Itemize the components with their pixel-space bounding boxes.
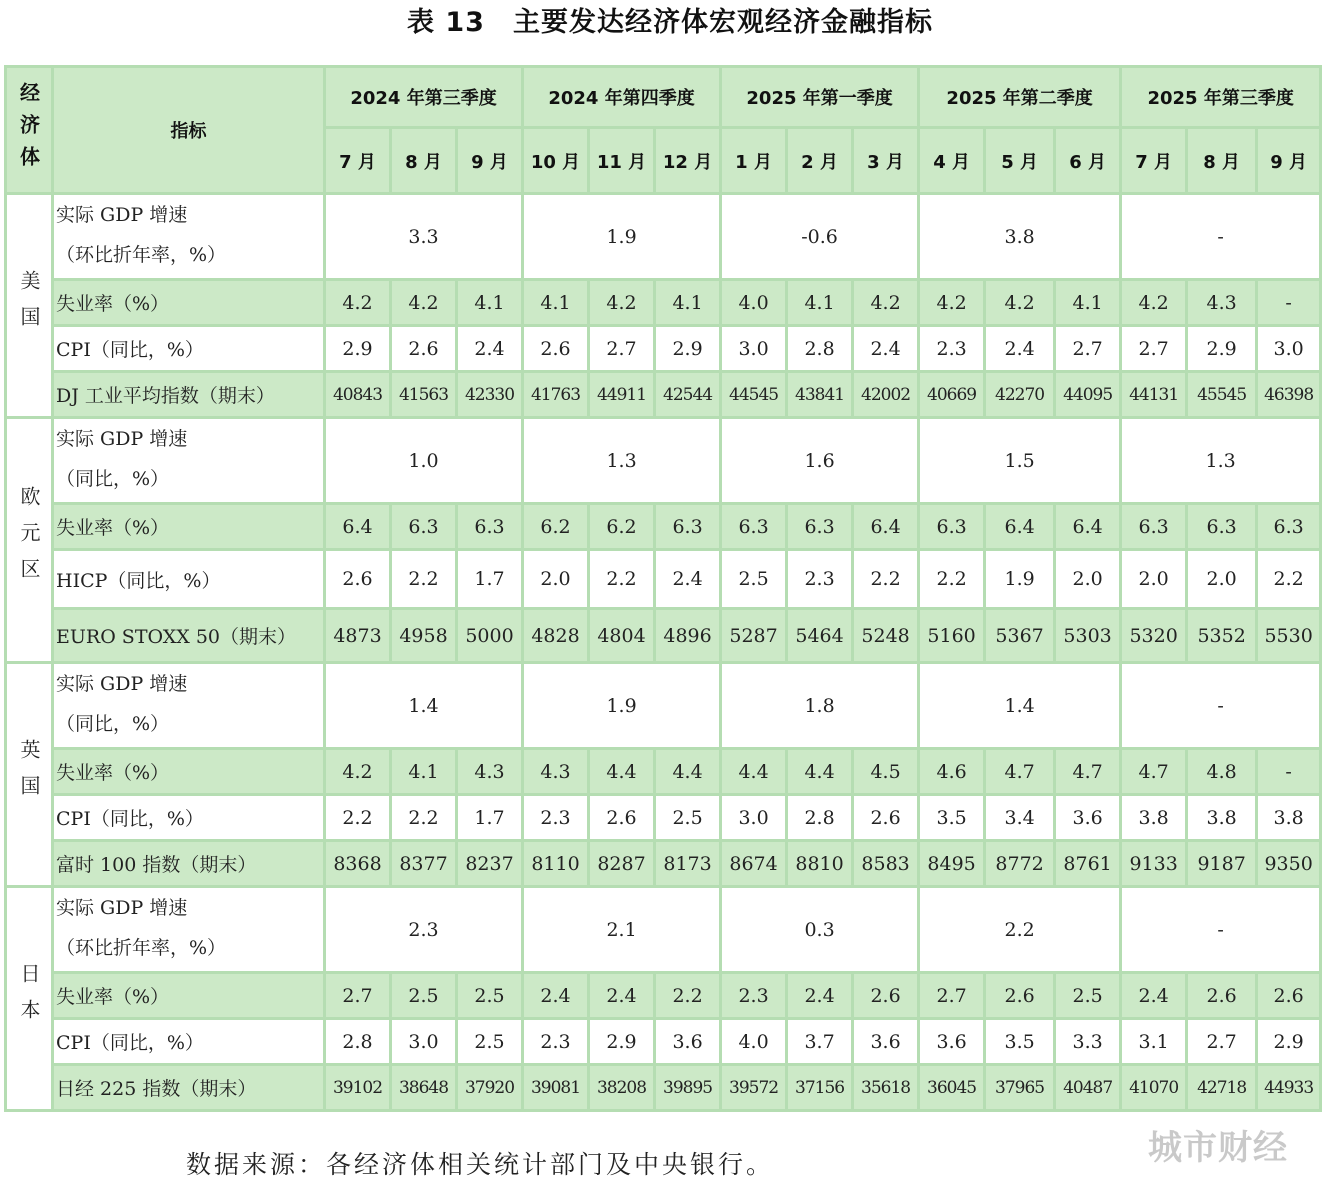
- value-cell: 2.8: [325, 1019, 391, 1065]
- indicator-label: HICP（同比，%）: [53, 550, 325, 609]
- value-cell: 3.4: [985, 795, 1055, 841]
- value-cell: 2.4: [985, 326, 1055, 372]
- gdp-value: 1.5: [919, 418, 1121, 504]
- value-cell: 8761: [1055, 841, 1121, 887]
- value-cell: 40843: [325, 372, 391, 418]
- table-row: [6, 372, 1321, 418]
- table-row: [6, 1019, 1321, 1065]
- indicator-label-line: （环比折年率，%）: [56, 244, 227, 266]
- indicator-label-line: 实际 GDP 增速: [56, 897, 188, 919]
- value-cell: 2.6: [1257, 973, 1321, 1019]
- value-cell: 4.8: [1187, 749, 1257, 795]
- value-cell: 4.2: [853, 280, 919, 326]
- value-cell: 3.6: [853, 1019, 919, 1065]
- month-header: 9 月: [1257, 128, 1321, 194]
- indicator-label-line: （同比，%）: [56, 713, 170, 735]
- value-cell: 5352: [1187, 609, 1257, 663]
- indicator-label-line: 实际 GDP 增速: [56, 428, 188, 450]
- value-cell: 2.2: [853, 550, 919, 609]
- value-cell: 3.3: [1055, 1019, 1121, 1065]
- value-cell: 2.0: [1187, 550, 1257, 609]
- value-cell: 38208: [589, 1065, 655, 1111]
- value-cell: 5367: [985, 609, 1055, 663]
- value-cell: 2.3: [523, 1019, 589, 1065]
- month-header: 4 月: [919, 128, 985, 194]
- value-cell: 44911: [589, 372, 655, 418]
- value-cell: 2.0: [523, 550, 589, 609]
- value-cell: 6.4: [1055, 504, 1121, 550]
- value-cell: 2.4: [853, 326, 919, 372]
- table-row: [6, 663, 1321, 749]
- value-cell: 35618: [853, 1065, 919, 1111]
- value-cell: 37920: [457, 1065, 523, 1111]
- table-row: [6, 841, 1321, 887]
- value-cell: 5287: [721, 609, 787, 663]
- economy-cell: [6, 194, 53, 418]
- value-cell: 9187: [1187, 841, 1257, 887]
- value-cell: 3.7: [787, 1019, 853, 1065]
- value-cell: 40669: [919, 372, 985, 418]
- value-cell: 4.1: [523, 280, 589, 326]
- value-cell: 2.9: [655, 326, 721, 372]
- value-cell: 4804: [589, 609, 655, 663]
- value-cell: 44933: [1257, 1065, 1321, 1111]
- gdp-value: 3.8: [919, 194, 1121, 280]
- value-cell: 8810: [787, 841, 853, 887]
- indicator-label: [53, 418, 325, 504]
- value-cell: 6.3: [919, 504, 985, 550]
- gdp-value: 1.8: [721, 663, 919, 749]
- quarter-header: 2024 年第四季度: [523, 67, 721, 128]
- macro-indicators-table: [4, 65, 1322, 1112]
- value-cell: 3.8: [1121, 795, 1187, 841]
- value-cell: 4.1: [457, 280, 523, 326]
- value-cell: 2.8: [787, 326, 853, 372]
- value-cell: 2.0: [1055, 550, 1121, 609]
- value-cell: 4.3: [457, 749, 523, 795]
- value-cell: 8377: [391, 841, 457, 887]
- indicator-label: 失业率（%）: [53, 504, 325, 550]
- value-cell: 3.0: [721, 795, 787, 841]
- value-cell: 6.3: [1121, 504, 1187, 550]
- table-row: [6, 795, 1321, 841]
- indicator-label: CPI（同比，%）: [53, 1019, 325, 1065]
- value-cell: 46398: [1257, 372, 1321, 418]
- quarter-header: 2025 年第一季度: [721, 67, 919, 128]
- gdp-value: 1.4: [919, 663, 1121, 749]
- table-row: [6, 194, 1321, 280]
- value-cell: 4.7: [1055, 749, 1121, 795]
- value-cell: 8287: [589, 841, 655, 887]
- value-cell: 4828: [523, 609, 589, 663]
- value-cell: 1.7: [457, 795, 523, 841]
- value-cell: 4896: [655, 609, 721, 663]
- value-cell: 2.5: [1055, 973, 1121, 1019]
- value-cell: 6.3: [655, 504, 721, 550]
- value-cell: 2.7: [919, 973, 985, 1019]
- value-cell: 3.1: [1121, 1019, 1187, 1065]
- value-cell: 2.2: [589, 550, 655, 609]
- value-cell: 39102: [325, 1065, 391, 1111]
- quarter-header: 2025 年第二季度: [919, 67, 1121, 128]
- gdp-value: 1.9: [523, 194, 721, 280]
- table-row: [6, 326, 1321, 372]
- value-cell: 4.0: [721, 280, 787, 326]
- value-cell: 6.2: [523, 504, 589, 550]
- value-cell: 2.2: [391, 550, 457, 609]
- value-cell: 36045: [919, 1065, 985, 1111]
- value-cell: 4.2: [325, 749, 391, 795]
- value-cell: 5320: [1121, 609, 1187, 663]
- value-cell: 2.5: [655, 795, 721, 841]
- value-cell: 2.9: [1187, 326, 1257, 372]
- value-cell: 39895: [655, 1065, 721, 1111]
- value-cell: 8583: [853, 841, 919, 887]
- value-cell: 4.2: [325, 280, 391, 326]
- value-cell: 3.0: [1257, 326, 1321, 372]
- value-cell: 4.2: [919, 280, 985, 326]
- gdp-value: 1.6: [721, 418, 919, 504]
- gdp-value: -: [1121, 663, 1321, 749]
- value-cell: 9350: [1257, 841, 1321, 887]
- indicator-label: 失业率（%）: [53, 973, 325, 1019]
- gdp-value: 2.2: [919, 887, 1121, 973]
- value-cell: 2.6: [589, 795, 655, 841]
- value-cell: 42330: [457, 372, 523, 418]
- gdp-value: 2.3: [325, 887, 523, 973]
- value-cell: 2.4: [787, 973, 853, 1019]
- value-cell: 4.1: [655, 280, 721, 326]
- month-header: 7 月: [325, 128, 391, 194]
- value-cell: 2.9: [1257, 1019, 1321, 1065]
- value-cell: 4.3: [523, 749, 589, 795]
- economy-name: 英国: [17, 738, 41, 811]
- value-cell: -: [1257, 280, 1321, 326]
- month-header: 10 月: [523, 128, 589, 194]
- value-cell: 4.1: [787, 280, 853, 326]
- economy-name: 美国: [17, 269, 41, 342]
- indicator-header: 指标: [53, 67, 325, 194]
- value-cell: 4.4: [787, 749, 853, 795]
- table-row: [6, 418, 1321, 504]
- indicator-label: DJ 工业平均指数（期末）: [53, 372, 325, 418]
- value-cell: 2.9: [325, 326, 391, 372]
- table-row: [6, 749, 1321, 795]
- economy-header-label: 经济体: [16, 82, 41, 178]
- month-header: 11 月: [589, 128, 655, 194]
- value-cell: 6.2: [589, 504, 655, 550]
- value-cell: 2.4: [589, 973, 655, 1019]
- value-cell: 42270: [985, 372, 1055, 418]
- value-cell: 4.0: [721, 1019, 787, 1065]
- value-cell: 39081: [523, 1065, 589, 1111]
- value-cell: 5464: [787, 609, 853, 663]
- gdp-value: 1.9: [523, 663, 721, 749]
- value-cell: 41763: [523, 372, 589, 418]
- value-cell: 4.1: [1055, 280, 1121, 326]
- gdp-value: 0.3: [721, 887, 919, 973]
- value-cell: 42002: [853, 372, 919, 418]
- value-cell: 2.5: [457, 1019, 523, 1065]
- value-cell: 2.4: [655, 550, 721, 609]
- gdp-value: -0.6: [721, 194, 919, 280]
- indicator-label: 富时 100 指数（期末）: [53, 841, 325, 887]
- indicator-label: [53, 663, 325, 749]
- indicator-label: 失业率（%）: [53, 749, 325, 795]
- value-cell: 37156: [787, 1065, 853, 1111]
- value-cell: 2.2: [919, 550, 985, 609]
- value-cell: -: [1257, 749, 1321, 795]
- value-cell: 3.8: [1257, 795, 1321, 841]
- value-cell: 1.9: [985, 550, 1055, 609]
- gdp-value: 1.0: [325, 418, 523, 504]
- value-cell: 5530: [1257, 609, 1321, 663]
- month-header: 1 月: [721, 128, 787, 194]
- value-cell: 4958: [391, 609, 457, 663]
- value-cell: 2.5: [721, 550, 787, 609]
- value-cell: 8674: [721, 841, 787, 887]
- value-cell: 2.2: [655, 973, 721, 1019]
- value-cell: 2.4: [523, 973, 589, 1019]
- month-header: 5 月: [985, 128, 1055, 194]
- month-header: 12 月: [655, 128, 721, 194]
- indicator-label-line: （环比折年率，%）: [56, 937, 227, 959]
- economy-header: [6, 67, 53, 194]
- value-cell: 2.0: [1121, 550, 1187, 609]
- value-cell: 6.3: [787, 504, 853, 550]
- gdp-value: 3.3: [325, 194, 523, 280]
- gdp-value: 1.4: [325, 663, 523, 749]
- value-cell: 2.7: [325, 973, 391, 1019]
- value-cell: 5248: [853, 609, 919, 663]
- month-header: 7 月: [1121, 128, 1187, 194]
- month-header: 3 月: [853, 128, 919, 194]
- value-cell: 4.6: [919, 749, 985, 795]
- value-cell: 8237: [457, 841, 523, 887]
- value-cell: 43841: [787, 372, 853, 418]
- value-cell: 2.6: [853, 795, 919, 841]
- value-cell: 2.7: [1187, 1019, 1257, 1065]
- gdp-value: -: [1121, 194, 1321, 280]
- value-cell: 6.3: [391, 504, 457, 550]
- value-cell: 6.4: [985, 504, 1055, 550]
- indicator-label: 失业率（%）: [53, 280, 325, 326]
- gdp-value: 1.3: [523, 418, 721, 504]
- value-cell: 2.4: [457, 326, 523, 372]
- value-cell: 4.4: [655, 749, 721, 795]
- value-cell: 3.6: [919, 1019, 985, 1065]
- month-header: 2 月: [787, 128, 853, 194]
- value-cell: 8173: [655, 841, 721, 887]
- table-row: [6, 973, 1321, 1019]
- value-cell: 6.3: [457, 504, 523, 550]
- value-cell: 2.9: [589, 1019, 655, 1065]
- value-cell: 5000: [457, 609, 523, 663]
- economy-cell: [6, 663, 53, 887]
- value-cell: 40487: [1055, 1065, 1121, 1111]
- month-header: 8 月: [391, 128, 457, 194]
- table-row: [6, 609, 1321, 663]
- table-row: [6, 280, 1321, 326]
- value-cell: 4.2: [391, 280, 457, 326]
- indicator-label: EURO STOXX 50（期末）: [53, 609, 325, 663]
- value-cell: 2.5: [457, 973, 523, 1019]
- value-cell: 6.4: [325, 504, 391, 550]
- value-cell: 2.6: [853, 973, 919, 1019]
- value-cell: 4.7: [985, 749, 1055, 795]
- value-cell: 4.2: [1121, 280, 1187, 326]
- value-cell: 3.0: [391, 1019, 457, 1065]
- value-cell: 2.6: [985, 973, 1055, 1019]
- value-cell: 8772: [985, 841, 1055, 887]
- table-title: 表 13 主要发达经济体宏观经济金融指标: [407, 7, 933, 38]
- value-cell: 44545: [721, 372, 787, 418]
- value-cell: 2.7: [589, 326, 655, 372]
- value-cell: 4.1: [391, 749, 457, 795]
- value-cell: 2.2: [391, 795, 457, 841]
- value-cell: 39572: [721, 1065, 787, 1111]
- value-cell: 41563: [391, 372, 457, 418]
- value-cell: 2.5: [391, 973, 457, 1019]
- gdp-value: 2.1: [523, 887, 721, 973]
- value-cell: 2.2: [325, 795, 391, 841]
- value-cell: 45545: [1187, 372, 1257, 418]
- value-cell: 42718: [1187, 1065, 1257, 1111]
- value-cell: 3.6: [655, 1019, 721, 1065]
- value-cell: 44131: [1121, 372, 1187, 418]
- gdp-value: 1.3: [1121, 418, 1321, 504]
- value-cell: 4.5: [853, 749, 919, 795]
- value-cell: 4.4: [721, 749, 787, 795]
- quarter-header: 2024 年第三季度: [325, 67, 523, 128]
- month-header: 6 月: [1055, 128, 1121, 194]
- value-cell: 4.7: [1121, 749, 1187, 795]
- value-cell: 3.5: [985, 1019, 1055, 1065]
- value-cell: 2.4: [1121, 973, 1187, 1019]
- value-cell: 4.4: [589, 749, 655, 795]
- value-cell: 42544: [655, 372, 721, 418]
- value-cell: 2.6: [391, 326, 457, 372]
- indicator-label-line: 实际 GDP 增速: [56, 204, 188, 226]
- value-cell: 6.3: [1257, 504, 1321, 550]
- value-cell: 8368: [325, 841, 391, 887]
- value-cell: 8495: [919, 841, 985, 887]
- economy-cell: [6, 887, 53, 1111]
- month-header: 9 月: [457, 128, 523, 194]
- indicator-label: CPI（同比，%）: [53, 795, 325, 841]
- value-cell: 4.2: [589, 280, 655, 326]
- indicator-label: [53, 194, 325, 280]
- quarter-header-row: [6, 67, 1321, 128]
- watermark: 城市财经: [1148, 1128, 1288, 1168]
- value-cell: 3.0: [721, 326, 787, 372]
- value-cell: 3.6: [1055, 795, 1121, 841]
- value-cell: 37965: [985, 1065, 1055, 1111]
- value-cell: 8110: [523, 841, 589, 887]
- value-cell: 4.3: [1187, 280, 1257, 326]
- value-cell: 6.4: [853, 504, 919, 550]
- economy-name: 日本: [17, 962, 41, 1035]
- month-header: 8 月: [1187, 128, 1257, 194]
- value-cell: 2.8: [787, 795, 853, 841]
- value-cell: 2.6: [325, 550, 391, 609]
- gdp-value: -: [1121, 887, 1321, 973]
- value-cell: 2.6: [1187, 973, 1257, 1019]
- economy-cell: [6, 418, 53, 663]
- value-cell: 2.3: [919, 326, 985, 372]
- value-cell: 1.7: [457, 550, 523, 609]
- value-cell: 5303: [1055, 609, 1121, 663]
- value-cell: 4.2: [985, 280, 1055, 326]
- value-cell: 3.8: [1187, 795, 1257, 841]
- indicator-label: CPI（同比，%）: [53, 326, 325, 372]
- indicator-label-line: （同比，%）: [56, 468, 170, 490]
- value-cell: 41070: [1121, 1065, 1187, 1111]
- value-cell: 38648: [391, 1065, 457, 1111]
- indicator-label-line: 实际 GDP 增速: [56, 673, 188, 695]
- quarter-header: 2025 年第三季度: [1121, 67, 1321, 128]
- economy-name: 欧元区: [17, 486, 41, 594]
- table-row: [6, 504, 1321, 550]
- table-row: [6, 550, 1321, 609]
- value-cell: 9133: [1121, 841, 1187, 887]
- value-cell: 2.7: [1121, 326, 1187, 372]
- value-cell: 4873: [325, 609, 391, 663]
- value-cell: 2.7: [1055, 326, 1121, 372]
- data-source-note: 数据来源：各经济体相关统计部门及中央银行。: [186, 1150, 775, 1179]
- indicator-label: [53, 887, 325, 973]
- table-row: [6, 1065, 1321, 1111]
- value-cell: 2.3: [721, 973, 787, 1019]
- value-cell: 2.3: [787, 550, 853, 609]
- value-cell: 44095: [1055, 372, 1121, 418]
- value-cell: 2.2: [1257, 550, 1321, 609]
- value-cell: 3.5: [919, 795, 985, 841]
- value-cell: 5160: [919, 609, 985, 663]
- value-cell: 2.6: [523, 326, 589, 372]
- indicator-label: 日经 225 指数（期末）: [53, 1065, 325, 1111]
- value-cell: 2.3: [523, 795, 589, 841]
- value-cell: 6.3: [721, 504, 787, 550]
- value-cell: 6.3: [1187, 504, 1257, 550]
- table-row: [6, 887, 1321, 973]
